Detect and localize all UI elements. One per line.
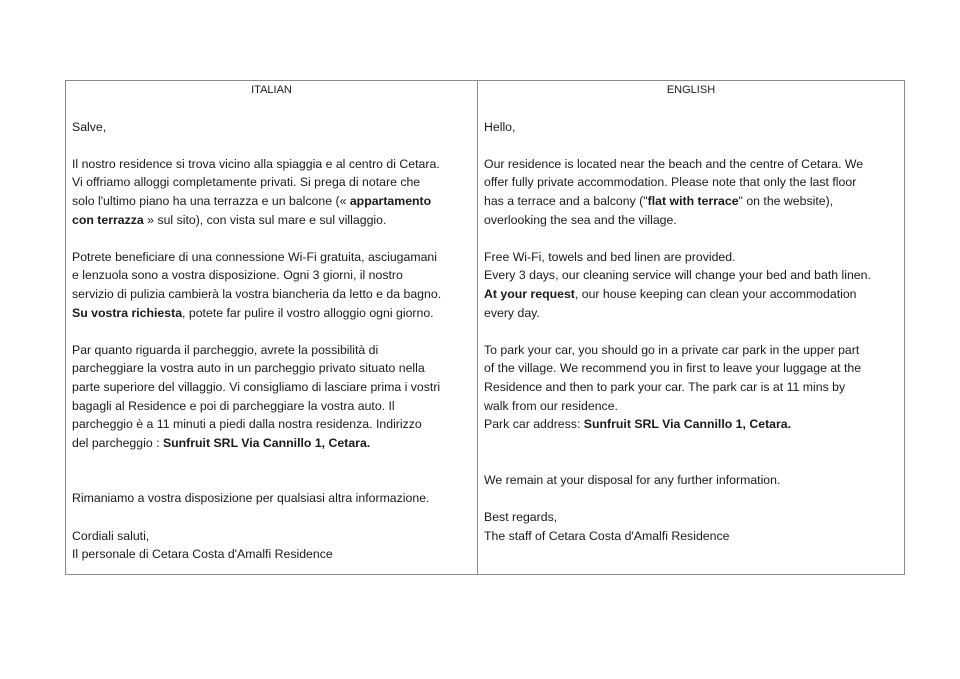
- english-body: [484, 99, 898, 545]
- english-p1-line4: overlooking the sea and the village.: [484, 212, 677, 227]
- italian-p2-line2: e lenzuola sono a vostra disposizione. Ogni 3 giorni, il nostro: [72, 268, 403, 283]
- english-p3-line5: Park car address: Sunfruit SRL Via Cannillo 1, Cetara.: [484, 417, 792, 432]
- italian-greeting: Salve,: [72, 119, 107, 134]
- italian-p1-line3: solo l'ultimo piano ha una terrazza e un balcone (« appartamento: [72, 193, 432, 208]
- english-closing: Best regards,: [484, 510, 558, 525]
- italian-p3-line2: parcheggiare la vostra auto in un parcheggio privato situato nella: [72, 361, 425, 376]
- italian-p3-line3: parte superiore del villaggio. Vi consigliamo di lasciare prima i vostri: [72, 379, 441, 394]
- italian-parking-address: Sunfruit SRL Via Cannillo 1, Cetara.: [162, 435, 371, 450]
- english-p2-line3: At your request, our house keeping can clean your accommodation: [484, 286, 857, 301]
- english-p2-line1: Free Wi-Fi, towels and bed linen are provided.: [484, 249, 736, 264]
- english-p1-bold: flat with terrace: [647, 193, 739, 208]
- italian-header: ITALIAN: [251, 84, 292, 96]
- english-header: ENGLISH: [666, 84, 716, 96]
- english-p3-line2: of the village. We recommend you in first to leave your luggage at the: [484, 361, 862, 376]
- italian-p4: Rimaniamo a vostra disposizione per qualsiasi altra informazione.: [72, 491, 430, 506]
- italian-closing: Cordiali saluti,: [72, 528, 150, 543]
- bilingual-table: [65, 80, 905, 575]
- english-column: [478, 81, 904, 574]
- english-p2-line2: Every 3 days, our cleaning service will change your bed and bath linen.: [484, 268, 871, 283]
- italian-p1-line4: con terrazza » sul sito), con vista sul mare e sul villaggio.: [72, 212, 387, 227]
- italian-p2-bold: Su vostra richiesta: [72, 305, 183, 320]
- english-parking-address: Sunfruit SRL Via Cannillo 1, Cetara.: [583, 417, 792, 432]
- english-p3-line4: walk from our residence.: [484, 398, 618, 413]
- english-p1-line1: Our residence is located near the beach and the centre of Cetara. We: [484, 156, 864, 171]
- english-p1-line2: offer fully private accommodation. Please note that only the last floor: [484, 175, 857, 190]
- english-p1-line3: has a terrace and a balcony ("flat with terrace" on the website),: [484, 193, 834, 208]
- italian-column: [66, 81, 478, 574]
- italian-p3-line5: parcheggio è a 11 minuti a piedi dalla nostra residenza. Indirizzo: [72, 417, 422, 432]
- english-p2-bold: At your request: [484, 286, 575, 301]
- italian-signature: Il personale di Cetara Costa d'Amalfi Residence: [72, 547, 333, 562]
- italian-p1-bold-b: con terrazza: [72, 212, 144, 227]
- english-p3-line3: Residence and then to park your car. The park car is at 11 mins by: [484, 379, 846, 394]
- italian-body: [72, 99, 471, 564]
- italian-p3-line6: del parcheggio : Sunfruit SRL Via Cannillo 1, Cetara.: [72, 435, 371, 450]
- english-p2-line4: every day.: [484, 305, 540, 320]
- italian-p1-line1: Il nostro residence si trova vicino alla spiaggia e al centro di Cetara.: [72, 156, 440, 171]
- english-greeting: Hello,: [484, 119, 516, 134]
- italian-p3-line1: Par quanto riguarda il parcheggio, avrete la possibilità di: [72, 342, 379, 357]
- italian-p2-line3: servizio di pulizia cambierà la vostra biancheria da letto e da bagno.: [72, 286, 442, 301]
- italian-p3-line4: bagagli al Residence e poi di parcheggiare la vostra auto. Il: [72, 398, 395, 413]
- italian-p1-line2: Vi offriamo alloggi completamente privati. Si prega di notare che: [72, 175, 421, 190]
- english-p4: We remain at your disposal for any further information.: [484, 472, 781, 487]
- english-p3-line1: To park your car, you should go in a private car park in the upper part: [484, 342, 860, 357]
- english-signature: The staff of Cetara Costa d'Amalfi Residence: [484, 528, 730, 543]
- italian-p1-bold-a: appartamento: [349, 193, 432, 208]
- italian-p2-line1: Potrete beneficiare di una connessione Wi-Fi gratuita, asciugamani: [72, 249, 438, 264]
- italian-p2-line4: Su vostra richiesta, potete far pulire il vostro alloggio ogni giorno.: [72, 305, 434, 320]
